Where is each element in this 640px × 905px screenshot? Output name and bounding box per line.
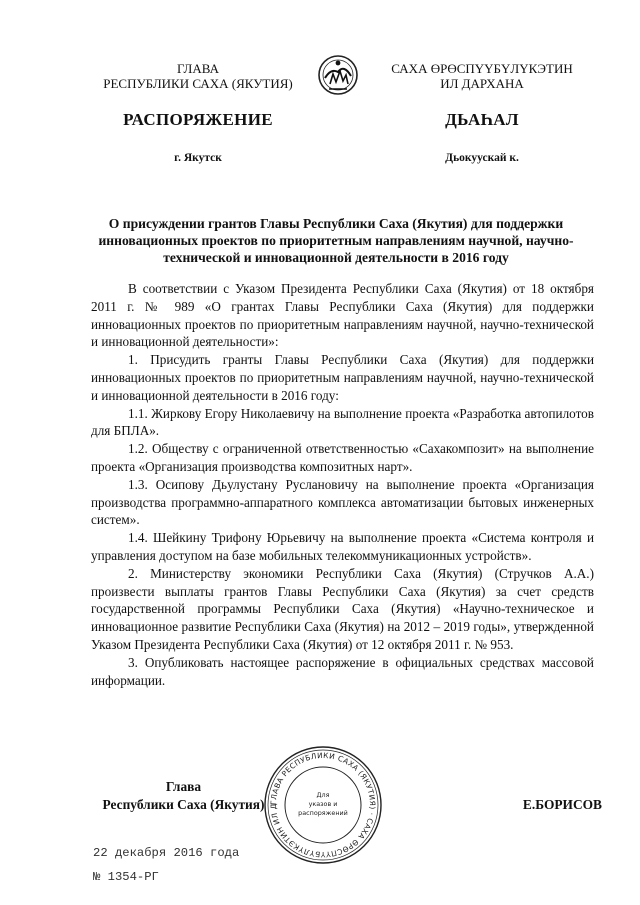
signature-position [91, 778, 276, 814]
document-date: 22 декабря 2016 года [93, 846, 240, 860]
paragraph-1: 1. Присудить гранты Главы Республики Саха (Якутия) для поддержки инновационных проектов по приоритетным направлениям научной, научно-технической и инновационной деятельности в 2016 году: [91, 352, 594, 403]
header-right [362, 61, 602, 91]
city-ru: г. Якутск [174, 152, 222, 164]
paragraph-1-1: 1.1. Жиркову Егору Николаевичу на выполнение проекта «Разработка автопилотов для БПЛА». [91, 405, 594, 439]
paragraph-3: 3. Опубликовать настоящее распоряжение в официальных средствах массовой информации. [91, 654, 594, 688]
stamp-center-line2: указов и [308, 800, 338, 808]
document-number: № 1354-РГ [93, 870, 159, 884]
doc-type-sah: ДЬАҺАЛ [445, 110, 519, 129]
stamp-center-line1: Для [316, 791, 330, 799]
coat-of-arms-icon [317, 50, 359, 100]
signature-position-line2: Республики Саха (Якутия) [102, 797, 265, 812]
stamp-center-line3: распоряжений [298, 809, 348, 817]
header-right-line2: ИЛ ДАРХАНА [440, 76, 524, 91]
paragraph-2: 2. Министерству экономики Республики Саха (Якутия) (Стручков А.А.) произвести выплаты грантов Главы Республики Саха (Якутия) за счет средств государственной программы Республики Саха (Якутия) «Научно-техническое и инновационное развитие Республики Саха (Якутия) на 2012 – 2019 годы», утвержденной Указом Президента Республики Саха (Якутия) от 12 октября 2011 г. № 953. [91, 565, 594, 652]
document-body [91, 280, 594, 689]
header-left-line1: ГЛАВА [177, 61, 219, 76]
stamp-ring-text: ГЛАВА РЕСПУБЛИКИ САХА (ЯКУТИЯ) · САХА ӨРӨСПҮҮБҮЛҮКЭТИН ИЛ Д [268, 750, 378, 860]
signature-position-line1: Глава [165, 779, 202, 794]
paragraph-1-2: 1.2. Обществу с ограниченной ответственностью «Сахакомпозит» на выполнение проекта «Организация производства композитных нарт». [91, 441, 594, 474]
official-stamp [262, 744, 384, 866]
paragraph-1-3: 1.3. Осипову Дьулустану Руслановичу на выполнение проекта «Организация производства программно-аппаратного комплекса автоматизации бытовых инженерных систем». [91, 476, 594, 528]
doc-type-ru: РАСПОРЯЖЕНИЕ [123, 110, 273, 129]
city-sah: Дьокуускай к. [445, 152, 519, 164]
paragraph-1-4: 1.4. Шейкину Трифону Юрьевичу на выполнение проекта «Система контроля и управления доступом на базе мобильных телекоммуникационных устройств». [91, 530, 594, 563]
document-title: О присуждении грантов Главы Республики Саха (Якутия) для поддержки инновационных проектов по приоритетным направлениям научной, научно-технической и инновационной деятельности в 2016 году [98, 216, 574, 265]
signature-name: Е.БОРИСОВ [522, 797, 602, 812]
paragraph-preamble: В соответствии с Указом Президента Республики Саха (Якутия) от 18 октября 2011 г. № 989 «О грантах Главы Республики Саха (Якутия) для поддержки инновационных проектов по приоритетным направлениям научной, научно-технической и инновационной деятельности»: [91, 281, 594, 350]
header-left [78, 61, 318, 91]
header-right-line1: САХА ӨРӨСПҮҮБҮЛҮКЭТИН [391, 61, 573, 76]
header-left-line2: РЕСПУБЛИКИ САХА (ЯКУТИЯ) [103, 76, 293, 91]
